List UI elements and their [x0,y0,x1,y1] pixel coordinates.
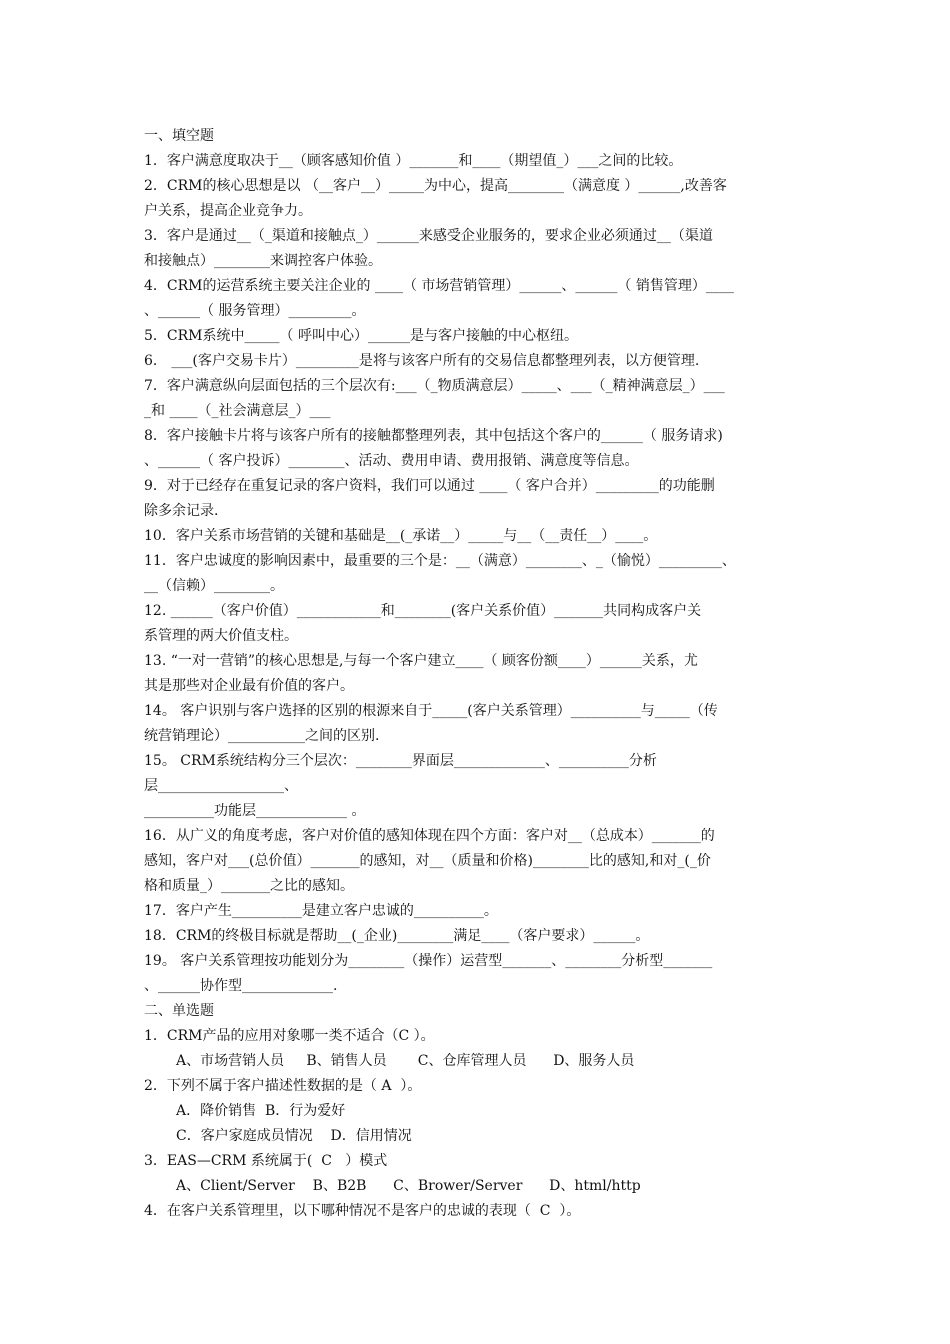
question-line: 12. ______（客户价值）____________和________(客户关系价值）_______共同构成客户关 [144,603,702,619]
question-line: 18．CRM的终极目标就是帮助__(_企业)________满足____（客户要求）______。 [144,928,650,944]
question-line: 统营销理论）___________之间的区别. [144,728,380,744]
question-line: 3．客户是通过__（_渠道和接触点_）______来感受企业服务的，要求企业必须通过__（渠道 [144,228,713,244]
question-line: 7．客户满意纵向层面包括的三个层次有:___（_物质满意层）_____、___（_精神满意层_）___ [144,378,725,394]
question-line: 13. “一对一营销”的核心思想是,与每一个客户建立____（ 顾客份额____）______关系，尤 [144,653,698,669]
question-line: 感知，客户对___(总价值）_______的感知，对__（质量和价格)________比的感知,和对_(_价 [144,853,711,869]
single-choice-questions [144,1024,844,1224]
question-line: 系管理的两大价值支柱。 [144,628,298,644]
fill-in-questions [144,149,844,999]
choice-options: A、Client/Server B、B2B C、Brower/Server D、html/http [176,1178,641,1194]
question-line: _和 ____（_社会满意层_）___ [144,403,331,419]
document-body [144,124,844,1224]
question-line: 17．客户产生__________是建立客户忠诚的__________。 [144,903,498,919]
question-line: 4．CRM的运营系统主要关注企业的 ____（ 市场营销管理）______、______（ 销售管理）____ [144,278,734,294]
choice-options: A、市场营销人员 B、销售人员 C、仓库管理人员 D、服务人员 [176,1053,635,1069]
question-line: 15。 CRM系统结构分三个层次：________界面层_____________、__________分析 [144,753,657,769]
choice-options: A．降价销售 B．行为爱好 [176,1103,346,1119]
question-line: 19。 客户关系管理按功能划分为________（操作）运营型_______、________分析型_______ [144,953,713,969]
question-line: __（信赖）________。 [144,578,284,594]
question-line: 5．CRM系统中_____（ 呼叫中心）______是与客户接触的中心枢纽。 [144,328,578,344]
question-line: 6． ___(客户交易卡片）_________是将与该客户所有的交易信息都整理列表，以方便管理. [144,353,700,369]
question-line: 除多余记录. [144,503,219,519]
section-title: 一、填空题 [144,128,214,144]
choice-question: 2．下列不属于客户描述性数据的是（ A ）。 [144,1078,422,1094]
question-line: __________功能层_____________ 。 [144,803,366,819]
question-line: 层__________________、 [144,778,298,794]
choice-options: C．客户家庭成员情况 D．信用情况 [176,1128,412,1144]
choice-question: 1．CRM产品的应用对象哪一类不适合（C ）。 [144,1028,435,1044]
question-line: 10．客户关系市场营销的关键和基础是__(_承诺__）_____与__（__责任__）____。 [144,528,658,544]
choice-question: 3．EAS—CRM 系统属于( C ）模式 [144,1153,388,1169]
question-line: 格和质量_）_______之比的感知。 [144,878,354,894]
question-line: 14。 客户识别与客户选择的区别的根源来自于_____(客户关系管理）__________与_____（传 [144,703,718,719]
question-line: 16．从广义的角度考虑，客户对价值的感知体现在四个方面：客户对__（总成本）_______的 [144,828,715,844]
section-title: 二、单选题 [144,1003,214,1019]
question-line: 1．客户满意度取决于__（顾客感知价值 ）_______和____（期望值_）___之间的比较。 [144,153,683,169]
question-line: 户关系，提高企业竞争力。 [144,203,312,219]
question-line: 、______（ 客户投诉）________、活动、费用申请、费用报销、满意度等信息。 [144,453,639,469]
question-line: 和接触点）________来调控客户体验。 [144,253,382,269]
question-line: 2．CRM的核心思想是以 （__客户__）_____为中心，提高________（满意度 ）______,改善客 [144,178,727,194]
question-line: 、______（ 服务管理）_________。 [144,303,366,319]
question-line: 、______协作型_____________. [144,978,338,994]
choice-question: 4．在客户关系管理里，以下哪种情况不是客户的忠诚的表现（ C ）。 [144,1203,581,1219]
question-line: 11．客户忠诚度的影响因素中，最重要的三个是：__（满意）________、_（愉悦）_________、 [144,553,736,569]
question-line: 9．对于已经存在重复记录的客户资料，我们可以通过 ____（ 客户合并）_________的功能删 [144,478,715,494]
question-line: 8．客户接触卡片将与该客户所有的接触都整理列表，其中包括这个客户的______（ 服务请求) [144,428,723,444]
question-line: 其是那些对企业最有价值的客户。 [144,678,354,694]
